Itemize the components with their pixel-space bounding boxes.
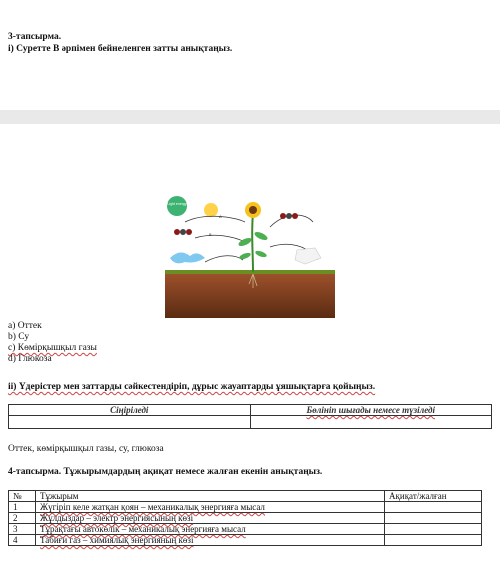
row-number: 2 (9, 513, 36, 524)
truefalse-table (8, 490, 482, 546)
row-number: 3 (9, 524, 36, 535)
row-answer[interactable] (385, 524, 482, 535)
row-statement: Тұрақтағы автокөлік – механикалық энергияға мысал (36, 524, 385, 535)
task3-question-i: і) Суретте В әрпімен бейнеленген затты анықтаңыз. (8, 44, 233, 54)
option-c: c) Көмірқышқыл газы (8, 343, 97, 353)
row-answer[interactable] (385, 535, 482, 546)
table-row (9, 535, 482, 546)
table-row (9, 502, 482, 513)
co2-molecule (174, 229, 180, 235)
header-released: Бөлініп шығады немесе түзіледі (250, 405, 492, 416)
light-energy-badge (167, 196, 187, 216)
label-b: B (209, 232, 212, 237)
row-answer[interactable] (385, 513, 482, 524)
sun-icon (204, 203, 218, 217)
task3-question-ii: іі) Үдерістер мен заттарды сәйкестендіріп, дұрыс жауаптарды ұяшықтарға қойыңыз. (8, 382, 376, 392)
arrow-light (185, 216, 245, 222)
page-gap (0, 110, 500, 124)
cell-absorbed[interactable] (9, 416, 251, 429)
page-top (0, 0, 500, 110)
arrow-co2 (195, 235, 245, 242)
row-number: 1 (9, 502, 36, 513)
row-statement: Табиғи газ – химиялық энергияның көзі (36, 535, 385, 546)
photosynthesis-figure (165, 192, 335, 318)
cell-released[interactable] (250, 416, 492, 429)
table-row (9, 524, 482, 535)
table-row (9, 513, 482, 524)
match-table (8, 404, 492, 429)
sugar-icon (295, 248, 321, 264)
row-answer[interactable] (385, 502, 482, 513)
task4-title: 4-тапсырма. Тұжырымдардың ақиқат немесе жалған екенін анықтаңыз. (8, 467, 323, 477)
soil-layer (165, 272, 335, 318)
row-statement: Жұлдыздар – электр энергиясының көзі (36, 513, 385, 524)
sun-label: Light energy (167, 202, 187, 206)
arrow-water (205, 256, 243, 262)
header-statement: Тұжырым (36, 491, 385, 502)
row-number: 4 (9, 535, 36, 546)
option-b: b) Су (8, 332, 30, 342)
label-a: A (219, 214, 222, 219)
row-statement: Жүгіріп келе жатқан қоян – механикалық энергияға мысал (36, 502, 385, 513)
grass-strip (165, 270, 335, 274)
option-a: a) Оттек (8, 321, 42, 331)
header-number: № (9, 491, 36, 502)
water-icon (170, 252, 205, 263)
word-bank: Оттек, көмірқышқыл газы, су, глюкоза (8, 444, 164, 454)
header-truefalse: Ақиқат/жалған (385, 491, 482, 502)
o2-molecule (280, 213, 286, 219)
option-d: d) Глюкоза (8, 354, 52, 364)
task3-title: 3-тапсырма. (8, 32, 62, 42)
plant-stem (252, 214, 253, 272)
header-absorbed: Сіңіріледі (9, 405, 251, 416)
leaf-icon (237, 236, 252, 247)
